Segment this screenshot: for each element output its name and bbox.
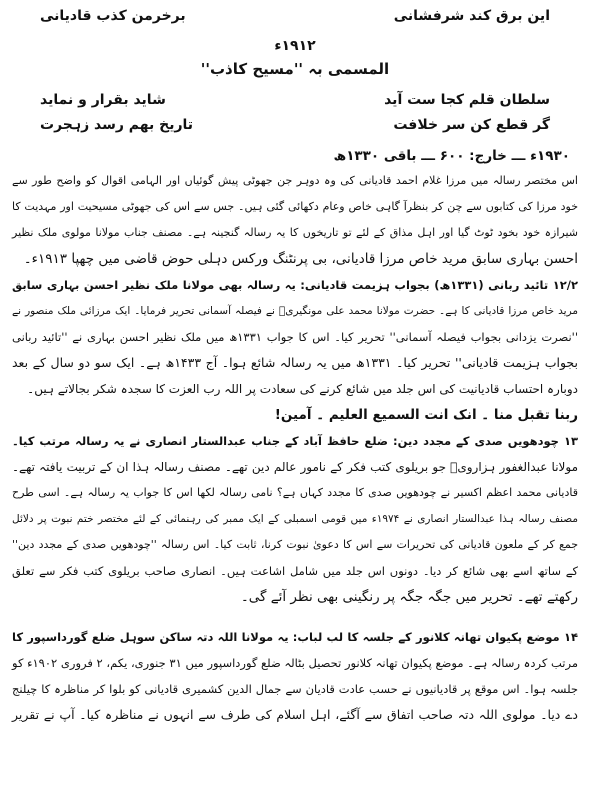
verse-row-2	[40, 117, 550, 133]
paragraph-line: شیرازہ خود بخود ٹوٹ گیا اور اہل مذاق کے لئے تو تاریخوں کا یہ رسالہ گنجینہ ہے۔ مصنف جناب مولانا مولوی ملک نظیر	[12, 226, 578, 239]
verse-right-1: سلطان قلم کجا ست آید	[384, 92, 550, 108]
entry-heading-14: ۱۴ موضع پکیوان تھانہ کلانور کے جلسہ کا لب لباب: یہ مولانا اللہ دتہ ساکن سوہل ضلع گورداسپور کا	[12, 630, 578, 644]
date-calculation: ۱۹۳۰ء ـــ خارج: ۶۰۰ ـــ باقی ۱۳۳۰ھ	[333, 148, 570, 164]
paragraph-line: جلسہ ہوا۔ اس موقع پر قادیانیوں نے حسب عادت قادیان سے جمال الدین کشمیری قادیانی کو بلوا کر مناظرہ کا چیلنج	[12, 682, 578, 696]
paragraph-line: جمع کر کے ملعون قادیانی کی تحریرات سے اس کا دعویٰ نبوت کرنا، ثابت کیا۔ اس رسالہ ''چودھویں صدی کے مجدد دین''	[12, 538, 578, 551]
paragraph-line: رکھتے تھے۔ تحریر میں جگہ جگہ پر رنگینی بھی نظر آئے گی۔	[240, 589, 578, 605]
paragraph-line: کے ساتھ اسے بھی شائع کر دیا۔ دونوں اس جلد میں شامل اشاعت ہیں۔ انصاری صاحب بریلوی کتب فکر سے تعلق	[12, 564, 578, 578]
header-left: برخرمن کذب قادیانی	[40, 8, 186, 24]
paragraph-line: دوبارہ احتساب قادیانیت کی اس جلد میں شائع کرنے کی سعادت پر اللہ رب العزت کا سجدہ شکر بجالاتے ہیں۔	[27, 382, 578, 396]
paragraph-line: ''نصرت یزدانی بجواب فیصلہ آسمانی'' تحریر کیا۔ اس کا جواب ۱۳۳۱ھ میں ملک نظیر احسن بہاری نے ''تائید ربانی	[12, 330, 578, 344]
paragraph-line: مصنف رسالہ ہذا عبدالستار انصاری نے ۱۹۷۴ء میں قومی اسمبلی کے ایک ممبر کی رہنمائی کے لئے مختصر ختم نبوت پر دلائل	[12, 513, 578, 525]
paragraph-line: دے دیا۔ مولوی اللہ دتہ صاحب اتفاق سے آگئے، اہل اسلام کی طرف سے انہوں نے مناظرہ کیا۔ آپ نے تقریر	[12, 707, 578, 722]
verse-row-1	[40, 92, 550, 108]
book-subtitle: المسمی بہ ''مسیح کاذب''	[200, 60, 390, 78]
paragraph-line: خود مرزا کی کتابوں سے چن کر بنظرآ گاہی خاص وعام دکھائی گئی ہیں۔ جس سے اس کی جھوٹی مسیحیت اور مہدیت کا	[12, 200, 578, 213]
paragraph-line: قادیانی محمد اعظم اکسیر نے چودھویں صدی کا مجدد کہاں ہے؟ نامی رسالہ لکھا اس کا جواب یہ رسالہ ہے۔ اسی طرح	[12, 486, 578, 499]
paragraph-line: اس مختصر رسالہ میں مرزا غلام احمد قادیانی کی وہ دوہر جن جھوٹی پیش گوئیاں اور الہامی اقوال کو واضح طور سے	[12, 174, 578, 187]
prayer-line: ربنا تقبل منا ۔ انک انت السمیع العلیم ۔ آمین!	[274, 407, 578, 423]
paragraph-line: مولانا عبدالغفور ہزارویؒ جو بریلوی کتب فکر کے نامور عالم دین تھے۔ مصنف رسالہ ہذا ان کے تربیت یافتہ تھے۔	[12, 460, 578, 474]
verse-right-2: گر قطع کن سر خلافت	[393, 117, 550, 133]
header-right: این برق کند شرفشانی	[393, 8, 550, 24]
verse-left-1: شاید بقرار و نماید	[40, 92, 166, 108]
paragraph-line: مرید خاص مرزا قادیانی کا ہے۔ حضرت مولانا محمد علی مونگیریؒ نے فیصلہ آسمانی تحریر فرمایا۔ ایک مرزائی ملک منصور نے	[12, 305, 578, 317]
entry-heading-12-2: ۱۲/۲ تائید ربانی (۱۳۳۱ھ) بجواب ہزیمت قادیانی: یہ رسالہ بھی مولانا ملک نظیر احسن بہاری سابق	[12, 278, 578, 292]
verse-left-2: تاریخ بھم رسد زہجرت	[40, 117, 194, 133]
paragraph-line: بجواب ہزیمت قادیانی'' تحریر کیا۔ ۱۳۳۱ھ میں یہ رسالہ شائع ہوا۔ آج ۱۴۳۳ھ ہے۔ ایک سو دو سال کے بعد	[12, 355, 578, 370]
paragraph-line: احسن بہاری سابق مرید خاص مرزا قادیانی، بی پرنٹنگ ورکس دہلی حوض قاضی میں چھپا ۱۹۱۳ء۔	[23, 251, 578, 267]
header-row	[40, 8, 550, 24]
paragraph-line: مرتب کردہ رسالہ ہے۔ موضع پکیوان تھانہ کلانور تحصیل بٹالہ ضلع گورداسپور میں ۳۱ جنوری، یکم، ۲ فروری ۱۹۰۲ء کو	[12, 656, 579, 670]
year-heading: ۱۹۱۲ء	[274, 38, 316, 54]
entry-heading-13: ۱۳ چودھویں صدی کے مجدد دین: ضلع حافظ آباد کے جناب عبدالستار انصاری نے یہ رسالہ مرتب کیا۔	[12, 434, 578, 448]
